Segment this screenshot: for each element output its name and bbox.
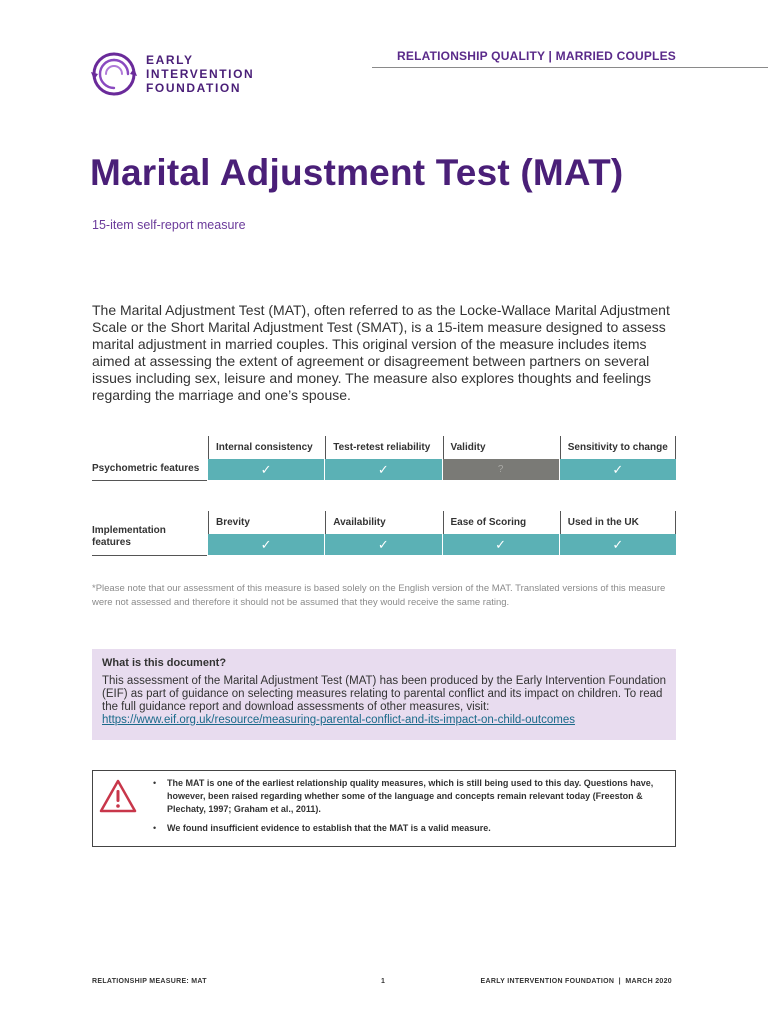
footer-page-number: 1 [381,978,386,985]
implementation-features-table [92,511,676,557]
info-text: This assessment of the Marital Adjustment Test (MAT) has been produced by the Early Intervention Foundation (EIF) as part of guidance on selecting measures relating to parental conflict and its impact on children. To read the full guidance report and download assessments of other measures, visit: [102,675,666,713]
column-header: Brevity [208,511,324,534]
bullet-icon: • [153,778,157,788]
psychometric-features-table [92,436,676,482]
column-header: Internal consistency [208,436,324,459]
rating-cell-met: ✓ [560,534,676,555]
what-is-this-document-box [92,649,676,740]
column-header: Validity [443,436,559,459]
psychometric-col-internal-consistency [208,436,324,482]
psychometric-label: Psychometric features [92,463,200,474]
column-header: Availability [325,511,441,534]
psychometric-col-sensitivity [560,436,676,482]
implementation-columns [208,511,676,557]
psychometric-col-test-retest [325,436,441,482]
column-header: Sensitivity to change [560,436,676,459]
warning-text: We found insufficient evidence to establish that the MAT is a valid measure. [167,823,491,833]
implementation-label-line-2: features [92,537,131,548]
rating-cell-met: ✓ [443,534,559,555]
warning-text: The MAT is one of the earliest relationship quality measures, which is still being used to this day. Questions have, however, been raised regarding whether some of the language and concepts remain relevant today (Freeston & Plechaty, 1997; Graham et al., 2011). [167,778,654,814]
bullet-icon: • [153,823,157,833]
rating-cell-met: ✓ [208,534,324,555]
column-header: Test-retest reliability [325,436,441,459]
implementation-label-underline [92,555,207,556]
logo-line-1: EARLY [146,53,194,67]
rating-cell-met: ✓ [560,459,676,480]
psychometric-col-validity [443,436,559,482]
column-header: Used in the UK [560,511,676,534]
psychometric-columns [208,436,676,482]
eif-logo[interactable] [90,50,270,98]
implementation-col-brevity [208,511,324,557]
implementation-label-line-1: Implementation [92,525,166,536]
footer-publisher-date: EARLY INTERVENTION FOUNDATION | MARCH 2020 [480,978,672,985]
intro-paragraph: The Marital Adjustment Test (MAT), often referred to as the Locke-Wallace Marital Adjustment Scale or the Short Marital Adjustment Test (SMAT), is a 15-item measure designed to assess marital adjustment in married couples. This original version of the measure includes items aimed at assessing the extent of agreement or disagreement between partners on several issues including sex, leisure and money. The measure also explores thoughts and feelings regarding the marriage and one’s spouse. [92,302,670,403]
implementation-col-availability [325,511,441,557]
warning-triangle-icon [99,779,137,813]
implementation-col-ease-of-scoring [443,511,559,557]
header-rule [372,67,768,68]
logo-text [146,53,254,95]
logo-line-2: INTERVENTION [146,67,255,81]
info-heading: What is this document? [102,657,227,669]
eif-circular-arrows-icon [90,50,138,98]
page-subtitle: 15-item self-report measure [92,218,246,232]
header-section-label: RELATIONSHIP QUALITY | MARRIED COUPLES [397,49,676,63]
implementation-label [92,525,207,549]
psychometric-label-underline [92,480,207,481]
warning-item [151,822,671,835]
footer-document-name: RELATIONSHIP MEASURE: MAT [92,978,207,985]
rating-cell-met: ✓ [325,459,441,480]
warning-list [151,777,671,841]
logo-line-3: FOUNDATION [146,81,242,95]
rating-cell-met: ✓ [208,459,324,480]
guidance-report-link[interactable]: https://www.eif.org.uk/resource/measuring-parental-conflict-and-its-impact-on-child-outcomes [102,714,575,726]
page-title: Marital Adjustment Test (MAT) [90,152,624,193]
rating-cell-unclear: ? [443,459,559,480]
column-header: Ease of Scoring [443,511,559,534]
implementation-col-used-in-uk [560,511,676,557]
warning-box [92,770,676,847]
warning-item [151,777,671,816]
rating-cell-met: ✓ [325,534,441,555]
translation-note: *Please note that our assessment of this measure is based solely on the English version of the MAT. Translated versions of this measure were not assessed and therefore it should not be assumed that they would receive the same rating. [92,583,666,608]
